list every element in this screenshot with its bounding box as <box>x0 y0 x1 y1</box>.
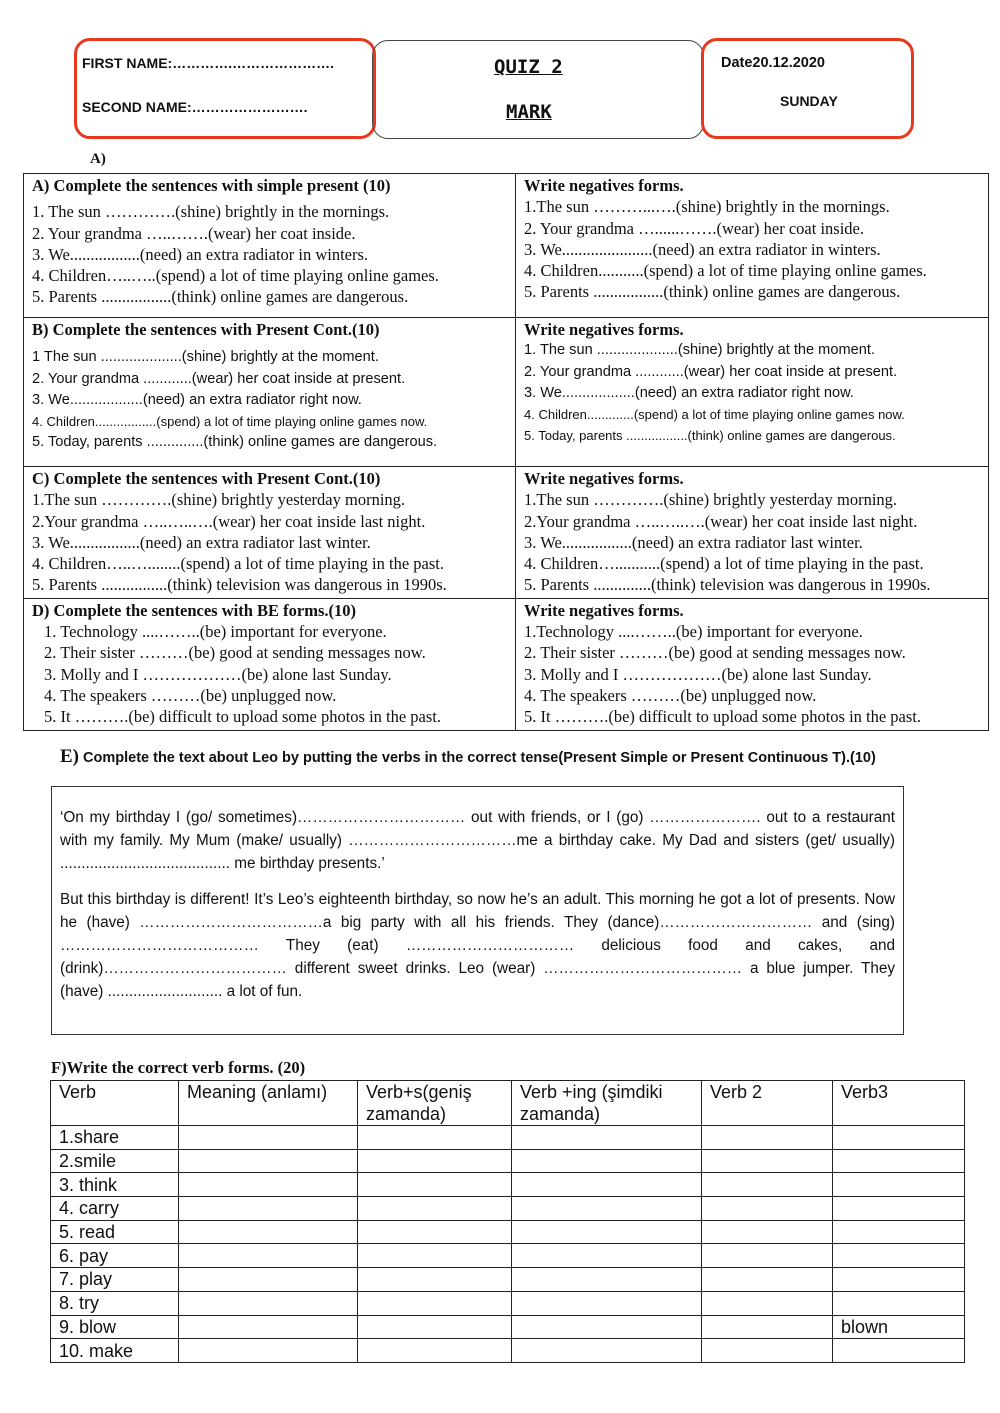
verb-s-cell[interactable] <box>358 1220 512 1244</box>
section-a-title: A) Complete the sentences with simple present (10) <box>32 176 391 195</box>
section-d-title: D) Complete the sentences with BE forms.(10) <box>32 600 356 620</box>
section-b-left <box>24 318 516 467</box>
question-line[interactable]: 3. Molly and I ………………(be) alone last Sunday. <box>524 664 872 684</box>
question-line[interactable]: 5. Parents ................(think) television was dangerous in 1990s. <box>32 575 447 595</box>
question-line[interactable]: 1.Technology ....……..(be) important for everyone. <box>524 622 863 642</box>
verb-s-cell[interactable] <box>358 1315 512 1339</box>
question-line[interactable]: 2. Their sister ………(be) good at sending messages now. <box>44 643 426 663</box>
question-line[interactable]: 5. Parents .................(think) online games are dangerous. <box>524 282 901 302</box>
verb3-cell[interactable] <box>833 1149 965 1173</box>
verb2-cell[interactable] <box>702 1197 833 1221</box>
verb-cell: 9. blow <box>51 1315 179 1339</box>
table-row <box>51 1339 965 1363</box>
leo-paragraph-1[interactable]: ‘On my birthday I (go/ sometimes)…………………………… out with friends, or I (go) …………………. out to a restaurant with my family. My Mum (make/ usually) ……………………………me a birthday cake. My Dad and sisters (get/ usually) ........................................ me birthday presents.’ <box>60 809 895 872</box>
verb2-cell[interactable] <box>702 1149 833 1173</box>
section-b-row <box>24 318 989 467</box>
verb2-cell[interactable] <box>702 1173 833 1197</box>
verb-s-cell[interactable] <box>358 1197 512 1221</box>
question-line[interactable]: 2. Your grandma ............(wear) her coat inside at present. <box>524 363 898 380</box>
verb2-cell[interactable] <box>702 1220 833 1244</box>
verb-cell: 6. pay <box>51 1244 179 1268</box>
verb-table-body <box>51 1126 965 1363</box>
grammar-sections-table <box>23 173 989 731</box>
header-verb-ing: Verb +ing (şimdiki zamanda) <box>512 1081 702 1126</box>
verb-s-cell[interactable] <box>358 1268 512 1292</box>
question-line[interactable]: 4. Children…..…........(spend) a lot of time playing in the past. <box>32 554 444 574</box>
verb2-cell[interactable] <box>702 1126 833 1150</box>
question-line[interactable]: 3. We.................(need) an extra radiator last winter. <box>524 532 863 552</box>
verb3-cell[interactable] <box>833 1268 965 1292</box>
verb3-cell[interactable] <box>833 1291 965 1315</box>
question-line[interactable]: 1.The sun ………….(shine) brightly yesterday morning. <box>524 490 898 510</box>
meaning-cell[interactable] <box>179 1173 358 1197</box>
question-line[interactable]: 1.The sun ………….(shine) brightly yesterday morning. <box>32 490 406 510</box>
meaning-cell[interactable] <box>179 1126 358 1150</box>
leo-text-box[interactable] <box>51 786 904 1035</box>
header-verb: Verb <box>51 1081 179 1126</box>
verb-cell: 1.share <box>51 1126 179 1150</box>
header-meaning: Meaning (anlamı) <box>179 1081 358 1126</box>
verb-table-header <box>51 1081 965 1126</box>
verb-s-cell[interactable] <box>358 1126 512 1150</box>
question-line[interactable]: 2. Your grandma ............(wear) her coat inside at present. <box>32 370 406 387</box>
question-line[interactable]: 4. Children...........(spend) a lot of time playing online games. <box>524 261 927 281</box>
negatives-title: Write negatives forms. <box>524 469 684 488</box>
question-line[interactable]: 2. Your grandma …..…….(wear) her coat inside. <box>32 223 356 243</box>
header-verb3: Verb3 <box>833 1081 965 1126</box>
section-a-left <box>24 174 516 318</box>
verb-ing-cell[interactable] <box>512 1173 702 1197</box>
table-row <box>51 1220 965 1244</box>
verb-s-cell[interactable] <box>358 1339 512 1363</box>
section-a-right <box>516 174 989 318</box>
question-line[interactable]: 5. Today, parents .................(think) online games are dangerous. <box>524 428 896 444</box>
question-line[interactable]: 3. Molly and I ………………(be) alone last Sunday. <box>44 664 392 684</box>
verb-s-cell[interactable] <box>358 1173 512 1197</box>
verb2-cell[interactable] <box>702 1315 833 1339</box>
question-line[interactable]: 4. The speakers ………(be) unplugged now. <box>524 685 817 705</box>
question-line[interactable]: 1.The sun ………...….(shine) brightly in the mornings. <box>524 197 890 217</box>
verb-forms-table <box>50 1080 965 1363</box>
verb-ing-cell[interactable] <box>512 1268 702 1292</box>
verb-cell: 3. think <box>51 1173 179 1197</box>
quiz-title: QUIZ 2 <box>494 56 563 78</box>
question-line[interactable]: 4. Children…..…..(spend) a lot of time playing online games. <box>32 266 439 286</box>
question-line[interactable]: 3. We.................(need) an extra radiator in winters. <box>32 244 369 264</box>
verb3-cell[interactable] <box>833 1244 965 1268</box>
section-c-left <box>24 467 516 599</box>
question-line[interactable]: 5. Today, parents ..............(think) online games are dangerous. <box>32 434 438 451</box>
verb-ing-cell[interactable] <box>512 1339 702 1363</box>
question-line[interactable]: 3. We..................(need) an extra radiator right now. <box>524 384 854 401</box>
verb3-cell[interactable] <box>833 1339 965 1363</box>
table-row <box>51 1291 965 1315</box>
meaning-cell[interactable] <box>179 1220 358 1244</box>
meaning-cell[interactable] <box>179 1197 358 1221</box>
table-row <box>51 1173 965 1197</box>
question-line[interactable]: 2.Your grandma …..…..….(wear) her coat inside last night. <box>32 511 426 531</box>
verb2-cell[interactable] <box>702 1268 833 1292</box>
verb-ing-cell[interactable] <box>512 1220 702 1244</box>
meaning-cell[interactable] <box>179 1315 358 1339</box>
question-line[interactable]: 1. The sun ………….(shine) brightly in the mornings. <box>32 202 390 222</box>
date-text: Date20.12.2020 <box>721 55 825 71</box>
meaning-cell[interactable] <box>179 1268 358 1292</box>
table-row <box>51 1197 965 1221</box>
table-row <box>51 1149 965 1173</box>
question-line[interactable]: 3. We......................(need) an extra radiator in winters. <box>524 239 881 259</box>
question-line[interactable]: 1. The sun ....................(shine) brightly at the moment. <box>524 342 875 359</box>
question-line[interactable]: 1 The sun ....................(shine) brightly at the moment. <box>32 349 379 366</box>
verb-ing-cell[interactable] <box>512 1126 702 1150</box>
verb-s-cell[interactable] <box>358 1149 512 1173</box>
meaning-cell[interactable] <box>179 1244 358 1268</box>
verb-ing-cell[interactable] <box>512 1291 702 1315</box>
question-line[interactable]: 4. The speakers ………(be) unplugged now. <box>44 685 337 705</box>
table-row <box>51 1244 965 1268</box>
verb3-cell[interactable] <box>833 1220 965 1244</box>
question-line[interactable]: 5. Parents .................(think) online games are dangerous. <box>32 287 409 307</box>
header-verb2: Verb 2 <box>702 1081 833 1126</box>
question-line[interactable]: 5. It ……….(be) difficult to upload some photos in the past. <box>44 707 442 727</box>
verb-cell: 8. try <box>51 1291 179 1315</box>
section-d-right <box>516 598 989 730</box>
question-line[interactable]: 2. Your grandma …......…….(wear) her coat inside. <box>524 218 865 238</box>
day-text: SUNDAY <box>780 93 838 109</box>
verb-ing-cell[interactable] <box>512 1244 702 1268</box>
section-e-instructions: Complete the text about Leo by putting the verbs in the correct tense(Present Simple or Present Continuous T).(10) <box>79 750 876 766</box>
question-line[interactable]: 4. Children…...........(spend) a lot of time playing in the past. <box>524 554 924 574</box>
meaning-cell[interactable] <box>179 1339 358 1363</box>
section-a-row <box>24 174 989 318</box>
section-d-left <box>24 598 516 730</box>
negatives-title: Write negatives forms. <box>524 320 684 339</box>
table-row <box>51 1268 965 1292</box>
verb3-cell[interactable] <box>833 1173 965 1197</box>
verb-s-cell[interactable] <box>358 1291 512 1315</box>
second-name-field[interactable]: SECOND NAME:……………………. <box>82 99 308 115</box>
section-e-letter: E) <box>60 746 79 767</box>
verb2-cell[interactable] <box>702 1244 833 1268</box>
verb3-cell[interactable] <box>833 1126 965 1150</box>
section-c-title: C) Complete the sentences with Present Cont.(10) <box>32 469 381 488</box>
section-c-row <box>24 467 989 599</box>
negatives-title: Write negatives forms. <box>524 600 684 620</box>
verb-ing-cell[interactable] <box>512 1149 702 1173</box>
section-b-title: B) Complete the sentences with Present Cont.(10) <box>32 320 380 339</box>
section-e-title <box>60 746 876 768</box>
verb-ing-cell[interactable] <box>512 1315 702 1339</box>
section-b-right <box>516 318 989 467</box>
question-line[interactable]: 2.Your grandma …..…..….(wear) her coat inside last night. <box>524 511 918 531</box>
question-line[interactable]: 3. We.................(need) an extra radiator last winter. <box>32 532 371 552</box>
question-line[interactable]: 1. Technology ....……..(be) important for everyone. <box>44 622 387 642</box>
name-box <box>74 38 376 139</box>
section-a-label: A) <box>90 151 106 167</box>
table-row <box>51 1126 965 1150</box>
date-box <box>701 38 914 139</box>
first-name-field[interactable]: FIRST NAME:………….…………………. <box>82 55 334 71</box>
verb-ing-cell[interactable] <box>512 1197 702 1221</box>
question-line[interactable]: 5. It ……….(be) difficult to upload some photos in the past. <box>524 707 922 727</box>
question-line[interactable]: 4. Children.................(spend) a lot of time playing online games now. <box>32 414 428 430</box>
verb2-cell[interactable] <box>702 1291 833 1315</box>
section-f-title: F)Write the correct verb forms. (20) <box>51 1058 306 1077</box>
question-line[interactable]: 4. Children.............(spend) a lot of time playing online games now. <box>524 407 905 423</box>
meaning-cell[interactable] <box>179 1149 358 1173</box>
verb-cell: 2.smile <box>51 1149 179 1173</box>
quiz-mark-box <box>372 40 704 139</box>
meaning-cell[interactable] <box>179 1291 358 1315</box>
verb-cell: 10. make <box>51 1339 179 1363</box>
question-line[interactable]: 5. Parents ..............(think) television was dangerous in 1990s. <box>524 575 931 595</box>
verb3-cell[interactable] <box>833 1197 965 1221</box>
leo-paragraph-2[interactable]: But this birthday is different! It’s Leo’s eighteenth birthday, so now he’s an adult. This morning he got a lot of presents. Now he (have) ………………………………a big party with all his friends. They (dance)………………………… and (sing) ………………………………… They (eat) …………………………… delicious food and cakes, and (drink)……………………………… different sweet drinks. Leo (wear) ………………………………… a blue jumper. They (have) ........................... a lot of fun. <box>60 891 895 1000</box>
mark-label: MARK <box>506 101 552 123</box>
header-verb-s: Verb+s(geniş zamanda) <box>358 1081 512 1126</box>
verb-cell: 5. read <box>51 1220 179 1244</box>
question-line[interactable]: 2. Their sister ………(be) good at sending messages now. <box>524 643 906 663</box>
verb2-cell[interactable] <box>702 1339 833 1363</box>
section-d-row <box>24 598 989 730</box>
verb-cell: 4. carry <box>51 1197 179 1221</box>
verb-cell: 7. play <box>51 1268 179 1292</box>
verb3-cell[interactable]: blown <box>833 1315 965 1339</box>
table-row <box>51 1315 965 1339</box>
negatives-title: Write negatives forms. <box>524 176 684 195</box>
question-line[interactable]: 3. We..................(need) an extra radiator right now. <box>32 391 362 408</box>
verb-s-cell[interactable] <box>358 1244 512 1268</box>
section-c-right <box>516 467 989 599</box>
